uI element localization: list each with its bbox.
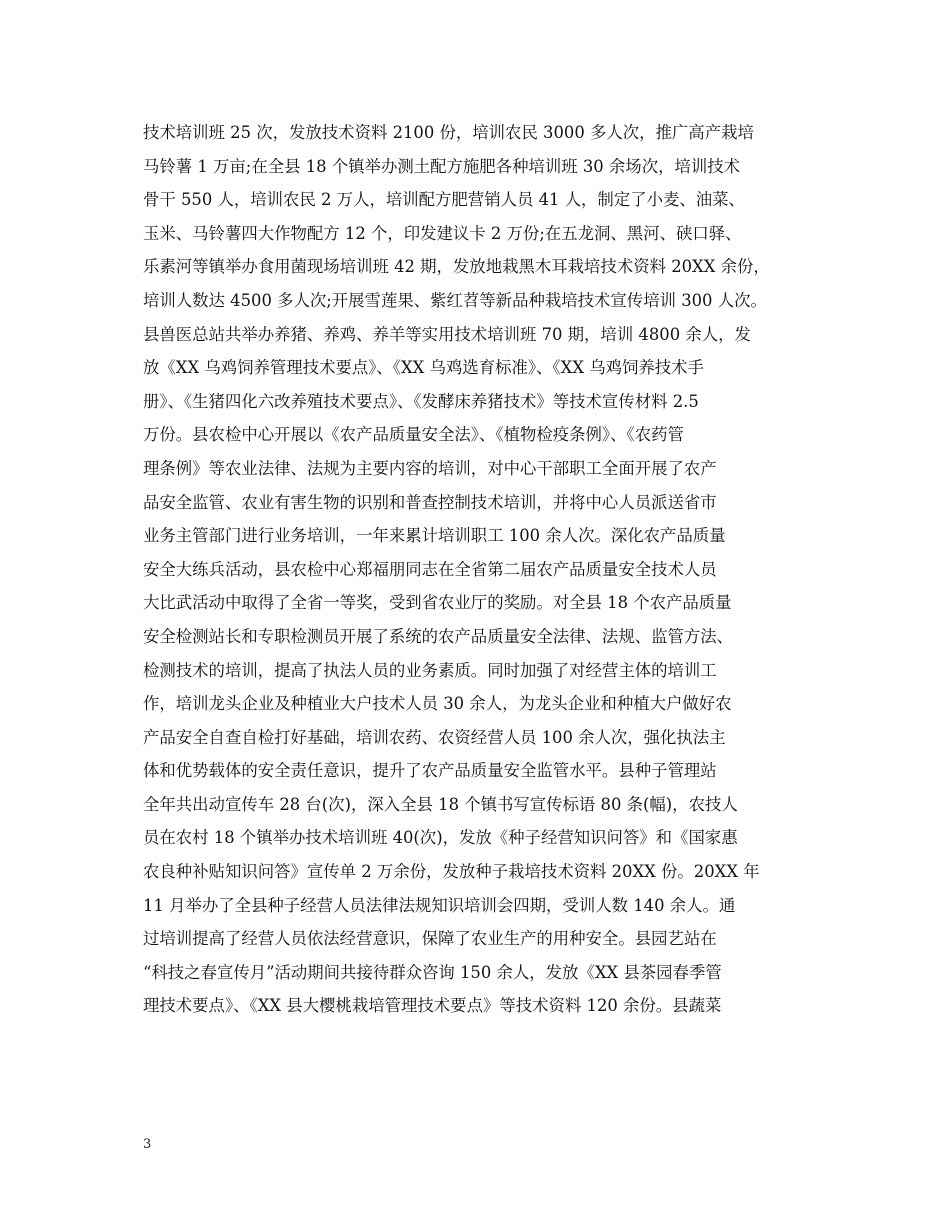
text-line: 理技术要点》、《XX 县大樱桃栽培管理技术要点》等技术资料 120 余份。县蔬菜: [143, 996, 722, 1016]
text-line: 员在农村 18 个镇举办技术培训班 40(次)，发放《种子经营知识问答》和《国家惠: [143, 828, 738, 848]
text-line: 玉米、马铃薯四大作物配方 12 个，印发建议卡 2 万份;在五龙洞、黑河、硖口驿、: [143, 223, 742, 243]
text-line: 乐素河等镇举办食用菌现场培训班 42 期，发放地栽黑木耳栽培技术资料 20XX 余份，: [143, 257, 770, 277]
text-line: 品安全监管、农业有害生物的识别和普查控制技术培训，并将中心人员派送省市: [143, 492, 717, 512]
text-line: 业务主管部门进行业务培训，一年来累计培训职工 100 余人次。深化农产品质量: [143, 526, 726, 546]
text-line: 骨干 550 人，培训农民 2 万人，培训配方肥营销人员 41 人，制定了小麦、油菜、: [143, 190, 745, 210]
page-number: 3: [143, 1137, 152, 1152]
text-line: 安全检测站长和专职检测员开展了系统的农产品质量安全法律、法规、监管方法、: [143, 626, 734, 646]
text-line: 技术培训班 25 次，发放技术资料 2100 份，培训农民 3000 多人次，推广高产栽培: [143, 123, 754, 142]
text-line: 体和优势载体的安全责任意识，提升了农产品质量安全监管水平。县种子管理站: [143, 761, 717, 781]
text-line: 安全大练兵活动，县农检中心郑福朋同志在全省第二届农产品质量安全技术人员: [143, 559, 717, 579]
text-line: 产品安全自查自检打好基础，培训农药、农资经营人员 100 余人次，强化执法主: [143, 727, 726, 747]
text-line: 11 月举办了全县种子经营人员法律法规知识培训会四期，受训人数 140 余人。通: [143, 895, 736, 915]
text-line: 培训人数达 4500 多人次;开展雪莲果、紫红苕等新品种栽培技术宣传培训 300 人次。: [143, 290, 767, 310]
text-line: 理条例》等农业法律、法规为主要内容的培训，对中心干部职工全面开展了农产: [143, 458, 717, 478]
text-line: 检测技术的培训，提高了执法人员的业务素质。同时加强了对经营主体的培训工: [143, 660, 717, 680]
text-line: 放《XX 乌鸡饲养管理技术要点》、《XX 乌鸡选育标准》、《XX 乌鸡饲养技术手: [143, 358, 704, 378]
text-line: “科技之春宣传月”活动期间共接待群众咨询 150 余人，发放《XX 县茶园春季管: [143, 962, 722, 982]
text-line: 作，培训龙头企业及种植业大户技术人员 30 余人，为龙头企业和种植大户做好农: [143, 694, 732, 714]
body-text: [143, 116, 823, 1023]
text-line: 万份。县农检中心开展以《农产品质量安全法》、《植物检疫条例》、《农药管: [143, 425, 684, 445]
text-line: 农良种补贴知识问答》宣传单 2 万余份，发放种子栽培技术资料 20XX 份。20XX 年: [143, 862, 760, 882]
text-line: 大比武活动中取得了全省一等奖，受到省农业厅的奖励。对全县 18 个农产品质量: [143, 593, 732, 613]
text-line: 全年共出动宣传车 28 台(次)，深入全县 18 个镇书写宣传标语 80 条(幅)，农技人: [143, 794, 738, 814]
text-line: 册》、《生猪四化六改养殖技术要点》、《发酵床养猪技术》等技术宣传材料 2.5: [143, 391, 699, 411]
text-line: 马铃薯 1 万亩;在全县 18 个镇举办测土配方施肥各种培训班 30 余场次，培训技术: [143, 156, 741, 176]
text-line: 过培训提高了经营人员依法经营意识，保障了农业生产的用种安全。县园艺站在: [143, 929, 717, 949]
text-line: 县兽医总站共举办养猪、养鸡、养羊等实用技术培训班 70 期，培训 4800 余人，发: [143, 324, 751, 344]
